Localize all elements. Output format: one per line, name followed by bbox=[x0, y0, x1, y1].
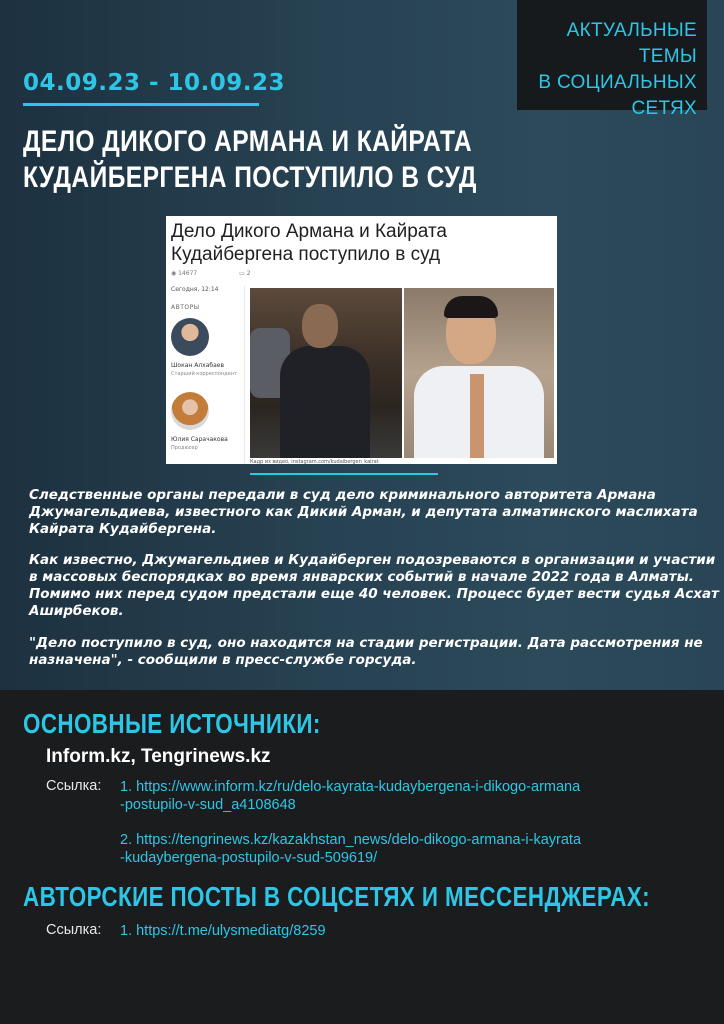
source-link[interactable]: 2. https://tengrinews.kz/kazakhstan_news/delo-dikogo-armana-i-kayrata -kudaybergena-postupilo-v-sud-509619/ bbox=[120, 832, 582, 866]
author-role: Продюсер bbox=[171, 445, 198, 451]
screenshot-underline bbox=[250, 473, 438, 475]
link-label: Ссылка: bbox=[46, 922, 102, 938]
topic-badge-text: АКТУАЛЬНЫЕ ТЕМЫ В СОЦИАЛЬНЫХ СЕТЯХ bbox=[538, 20, 697, 119]
author-avatar bbox=[171, 392, 209, 430]
divider bbox=[244, 286, 245, 464]
telegram-link[interactable]: 1. https://t.me/ulysmediatg/8259 bbox=[120, 923, 326, 939]
date-range: 04.09.23 - 10.09.23 bbox=[23, 70, 286, 96]
source-link[interactable]: 1. https://www.inform.kz/ru/delo-kayrata-kudaybergena-i-dikogo-armana -postupilo-v-sud_a4108648 bbox=[120, 779, 581, 813]
date-underline bbox=[23, 103, 259, 106]
photo-arman bbox=[250, 288, 402, 458]
paragraph: Следственные органы передали в суд дело криминального авторитета Армана Джумагельдиева, известного как Дикий Арман, и депутата алматинского маслихата Кайрата Кудайбергена. bbox=[29, 487, 698, 537]
paragraph: Как известно, Джумагельдиев и Кудайберген подозреваются в организации и участии в массовых беспорядках во время январских событий в начале 2022 года в Алматы. Помимо них перед судом предстали еще 40 человек. Процесс будет вести судья Асхат Аширбеков. bbox=[29, 552, 719, 619]
screenshot-title: Дело Дикого Армана и Кайрата Кудайбергена поступило в суд bbox=[171, 221, 448, 265]
comments-count: 2 bbox=[246, 270, 251, 277]
link-label: Ссылка: bbox=[46, 778, 102, 794]
author-posts-title: АВТОРСКИЕ ПОСТЫ В СОЦСЕТЯХ И МЕССЕНДЖЕРАХ: bbox=[23, 881, 650, 912]
article-screenshot bbox=[166, 216, 557, 464]
sources-title: ОСНОВНЫЕ ИСТОЧНИКИ: bbox=[23, 708, 321, 739]
topic-badge bbox=[517, 0, 707, 119]
screenshot-meta bbox=[171, 270, 291, 277]
photo-kairat bbox=[404, 288, 554, 458]
author-name: Шокан Алхабаев bbox=[171, 362, 224, 369]
headline: ДЕЛО ДИКОГО АРМАНА И КАЙРАТА КУДАЙБЕРГЕНА ПОСТУПИЛО В СУД bbox=[23, 125, 477, 194]
views-count: 14677 bbox=[178, 270, 198, 277]
authors-label: АВТОРЫ bbox=[171, 304, 200, 311]
comments-icon: ▭ 2 bbox=[239, 270, 251, 277]
views-icon: ◉ 14677 bbox=[171, 270, 198, 277]
screenshot-time: Сегодня, 12:14 bbox=[171, 286, 219, 293]
sources-names: Inform.kz, Tengrinews.kz bbox=[46, 746, 271, 767]
photo-caption: Кадр из видео, instagram.com/kudaibergen_kairat bbox=[250, 459, 379, 464]
paragraph: "Дело поступило в суд, оно находится на стадии регистрации. Дата рассмотрения не назначена", - сообщили в пресс-службе горсуда. bbox=[29, 635, 703, 668]
author-name: Юлия Сарачакова bbox=[171, 436, 228, 443]
author-role: Старший корреспондент bbox=[171, 371, 237, 377]
author-avatar bbox=[171, 318, 209, 356]
